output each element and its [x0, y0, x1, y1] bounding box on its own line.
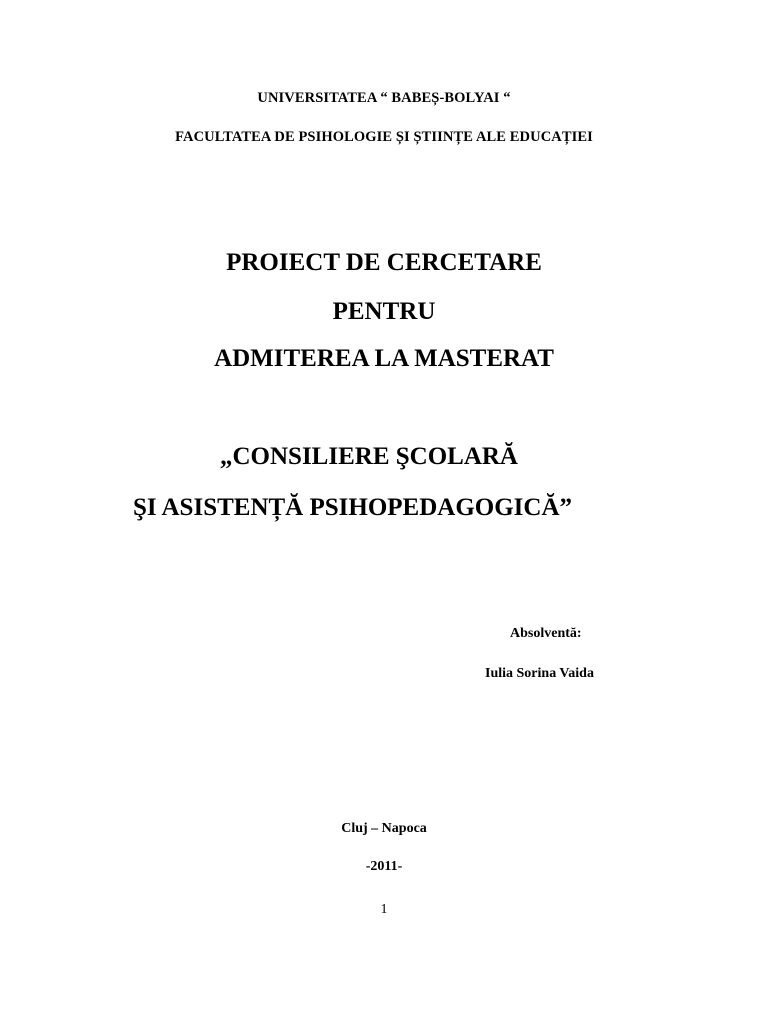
title-line-1: PROIECT DE CERCETARE: [226, 249, 542, 276]
faculty-name: FACULTATEA DE PSIHOLOGIE ȘI ȘTIINȚE ALE EDUCAȚIEI: [175, 129, 593, 145]
page-number: 1: [380, 902, 388, 917]
author-label: Absolventă:: [510, 626, 582, 641]
title-line-2: PENTRU: [332, 298, 436, 325]
subject-line-2: ŞI ASISTENȚĂ PSIHOPEDAGOGICĂ”: [133, 494, 573, 521]
subject-line-1: „CONSILIERE ŞCOLARĂ: [220, 443, 518, 470]
author-name: Iulia Sorina Vaida: [485, 666, 594, 681]
university-name: UNIVERSITATEA “ BABEȘ-BOLYAI “: [257, 90, 511, 106]
title-line-3: ADMITEREA LA MASTERAT: [214, 345, 554, 372]
year: -2011-: [365, 859, 403, 874]
city: Cluj – Napoca: [341, 821, 427, 836]
